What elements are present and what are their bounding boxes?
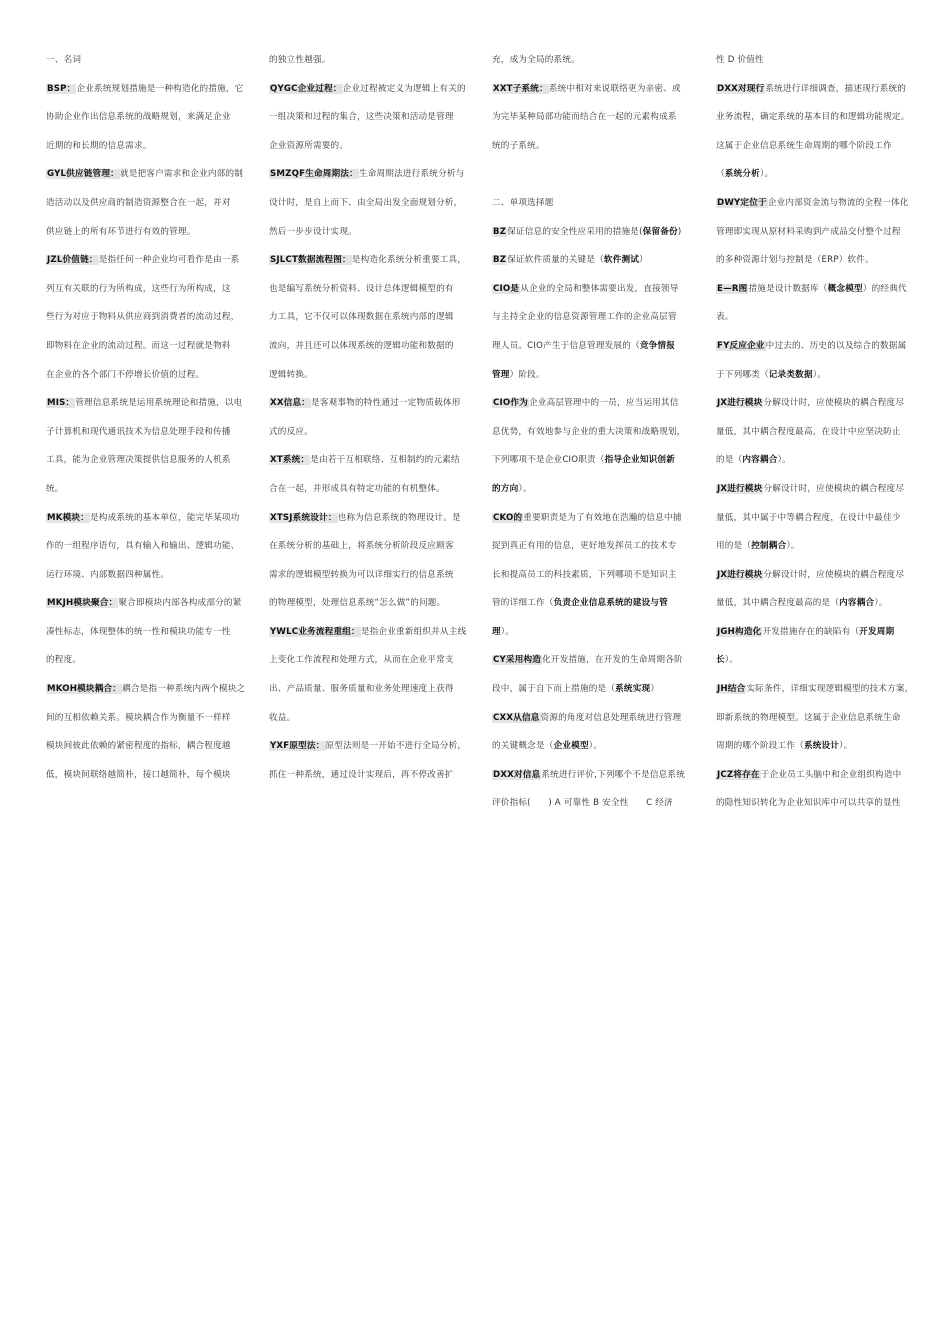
- line-tail: ）。: [588, 741, 603, 752]
- term-label: JX进行模块: [717, 483, 763, 494]
- line-text: 就是把客户需求和企业内部的制: [119, 169, 244, 180]
- line-text: 近期的和长期的信息需求。: [46, 140, 152, 151]
- answer-text: 保留备份: [642, 226, 678, 237]
- term-label: DXX对信息: [493, 769, 541, 780]
- line-text: 是指任何一种企业均可看作是由一系: [98, 255, 240, 266]
- line-text: 一组决策和过程的集合，这些决策和活动是管理: [269, 112, 454, 123]
- line-text: 于企业员工头脑中和企业组织构造中: [760, 769, 902, 780]
- line-text: 列互有关联的行为所构成，这些行为所构成，这: [46, 283, 231, 294]
- text-line: [492, 675, 692, 704]
- term-label: XX信息：: [270, 398, 311, 409]
- line-text: 也是编写系统分析资料、设计总体逻辑模型的有: [269, 283, 454, 294]
- text-line: [269, 218, 469, 247]
- line-text: 逻辑转换。: [269, 369, 313, 380]
- answer-text: 控制耦合: [751, 541, 787, 552]
- line-text: 式的反应。: [269, 426, 313, 437]
- text-line: [492, 275, 692, 304]
- line-text: 统的子系统。: [492, 140, 545, 151]
- text-line: [716, 160, 916, 189]
- line-text: 分解设计时，应使模块的耦合程度尽: [763, 569, 905, 580]
- line-text: 流向，并且还可以体现系统的逻辑功能和数据的: [269, 340, 454, 351]
- line-text: 耦合是指一种系统内两个模块之: [122, 684, 246, 695]
- answer-text: 的方向: [492, 483, 519, 494]
- line-text: 企业资源所需要的。: [269, 140, 349, 151]
- line-text: 的程度。: [46, 655, 82, 666]
- line-text: 也称为信息系统的物理设计。是: [337, 512, 461, 523]
- text-line: [46, 389, 246, 418]
- line-text: 系统进行评价,下列哪个不是信息系统: [541, 769, 686, 780]
- term-label: YWLC业务流程重组：: [270, 626, 360, 637]
- line-tail: ）。: [812, 369, 827, 380]
- text-line: [269, 646, 469, 675]
- line-text: 段中，属于自下而上措施的是（: [492, 684, 616, 695]
- line-text: 分解设计时，应使模块的耦合程度尽: [763, 398, 905, 409]
- line-text: 需求的逻辑模型转换为可以详细实行的信息系统: [269, 569, 454, 580]
- text-column-4: [716, 46, 916, 818]
- line-text: 统。: [46, 483, 64, 494]
- term-label: JX进行模块: [717, 398, 763, 409]
- text-line: [269, 46, 469, 75]
- line-text: 量低，其中耦合程度最高的是（: [716, 598, 840, 609]
- text-line: [492, 218, 692, 247]
- line-text: 即物料在企业的流动过程。而这一过程就是物料: [46, 340, 231, 351]
- text-line: [46, 418, 246, 447]
- term-label: CY采用构造: [493, 655, 542, 666]
- text-line: [46, 675, 246, 704]
- line-text: 的物理模型，处理信息系统“怎么做”的问题。: [269, 598, 446, 609]
- text-line: [716, 789, 916, 818]
- line-tail: ）的经典代: [862, 283, 907, 294]
- term-label: CKO的: [493, 512, 523, 523]
- term-label: JX进行模块: [717, 569, 763, 580]
- text-line: [269, 361, 469, 390]
- text-line: [492, 303, 692, 332]
- line-text: 管的详细工作（: [492, 598, 554, 609]
- answer-text: 内容耦合: [742, 455, 778, 466]
- text-column-2: [269, 46, 469, 789]
- text-line: [492, 504, 692, 533]
- text-line: [716, 303, 916, 332]
- line-text: 是指企业重新组织并从主线: [360, 626, 467, 637]
- text-line: [492, 103, 692, 132]
- answer-text: 指导企业知识创新: [604, 455, 675, 466]
- text-line: [716, 189, 916, 218]
- term-label: QYGC企业过程：: [270, 83, 342, 94]
- text-line: [269, 761, 469, 790]
- line-text: 于下列哪类（: [716, 369, 769, 380]
- text-line: [492, 561, 692, 590]
- line-text: 聚合即模块内部各构成部分的紧: [118, 598, 242, 609]
- text-line: [46, 275, 246, 304]
- text-line: [46, 475, 246, 504]
- line-tail: ）。: [500, 626, 515, 637]
- line-text: 周期的哪个阶段工作（: [716, 741, 804, 752]
- line-text: 这属于企业信息系统生命周期的哪个阶段工作: [716, 140, 892, 151]
- text-line: [492, 589, 692, 618]
- text-line: [492, 761, 692, 790]
- line-text: 在系统分析的基础上，将系统分析阶段反应顾客: [269, 541, 454, 552]
- line-text: 企业内部资金流与物流的全程一体化: [767, 197, 909, 208]
- text-line: [716, 332, 916, 361]
- text-line: [269, 504, 469, 533]
- text-line: [492, 132, 692, 161]
- term-label: JH结合: [717, 684, 746, 695]
- line-text: 重要职责是为了有效地在浩瀚的信息中捕: [523, 512, 682, 523]
- text-line: [716, 761, 916, 790]
- line-text: 量低，其中耦合程度最高，在设计中应坚决防止: [716, 426, 901, 437]
- line-text: 评价指标( ) A 可靠性 B 安全性 C 经济: [492, 798, 673, 809]
- line-text: 业务流程，确定系统的基本目的和逻辑功能规定。: [716, 112, 910, 123]
- answer-text: 企业模型: [553, 741, 589, 752]
- text-line: [716, 475, 916, 504]
- text-line: [46, 46, 246, 75]
- text-line: [269, 446, 469, 475]
- line-text: 与主持全企业的信息资源管理工作的企业高层管: [492, 312, 677, 323]
- term-label: JGH构造化: [717, 626, 762, 637]
- line-text: 管理信息系统是运用系统理论和措施，以电: [75, 398, 243, 409]
- line-text: 出、产品质量、服务质量和业务处理速度上获得: [269, 684, 454, 695]
- text-line: [46, 446, 246, 475]
- text-column-1: [46, 46, 246, 789]
- text-line: [716, 418, 916, 447]
- text-line: [269, 618, 469, 647]
- text-line: [716, 675, 916, 704]
- text-line: [46, 332, 246, 361]
- line-text: （: [716, 169, 725, 180]
- line-text: 低，模块间联络越简朴，接口越简朴，每个模块: [46, 769, 231, 780]
- term-label: MKOH模块耦合：: [47, 684, 122, 695]
- line-tail: ): [677, 226, 682, 237]
- line-text: 是构成系统的基本单位，能完毕某项功: [90, 512, 240, 523]
- line-text: 下列哪项不是企业CIO职责（: [492, 455, 605, 466]
- answer-text: 系统实现: [615, 684, 651, 695]
- line-text: 抓住一种系统，通过设计实现后，再不停改善扩: [269, 769, 454, 780]
- term-label: FY反应企业: [717, 340, 765, 351]
- answer-text: 竞争情报: [639, 340, 675, 351]
- term-label: CIO是: [493, 283, 520, 294]
- text-line: [46, 132, 246, 161]
- line-tail: ）: [650, 684, 660, 695]
- text-line: [716, 446, 916, 475]
- text-line: [269, 561, 469, 590]
- term-label: XT系统：: [270, 455, 310, 466]
- line-text: 管理即实现从原材料采购到产成品交付整个过程: [716, 226, 901, 237]
- text-line: [269, 675, 469, 704]
- line-text: 模块间彼此依赖的紧密程度的指标，耦合程度越: [46, 741, 231, 752]
- line-text: 充，成为全局的系统。: [492, 55, 580, 65]
- term-label: MKJH模块聚合：: [47, 598, 118, 609]
- line-tail: ）。: [786, 541, 800, 552]
- line-tail: ）。: [777, 455, 791, 466]
- line-text: 用的是（: [716, 541, 752, 552]
- term-label: JZL价值链：: [47, 255, 98, 266]
- line-text: 然后一步步设计实现。: [269, 226, 357, 237]
- line-text: 即新系统的物理模型。这属于企业信息系统生命: [716, 712, 901, 723]
- line-text: 供应链上的所有环节进行有效的管理。: [46, 226, 196, 237]
- line-text: 化开发措施，在开发的生命周期各阶: [542, 655, 683, 666]
- text-line: [269, 303, 469, 332]
- term-label: CIO作为: [493, 398, 528, 409]
- line-text: 作的一组程序语句，具有输入和输出、逻辑功能、: [46, 541, 240, 552]
- text-line: [492, 361, 692, 390]
- text-line: [716, 389, 916, 418]
- line-tail: ）。: [839, 741, 853, 752]
- text-line: [716, 646, 916, 675]
- line-text: 生命周期法进行系统分析与: [358, 169, 465, 180]
- answer-text: 开发周期: [859, 626, 895, 637]
- term-label: SJLCT数据流程图：: [270, 255, 351, 266]
- text-line: [46, 303, 246, 332]
- line-tail: ）: [639, 255, 648, 266]
- text-line: [492, 532, 692, 561]
- text-line: [269, 75, 469, 104]
- text-line: [269, 589, 469, 618]
- line-text: 是客观事物的特性通过一定物质载体形: [311, 398, 461, 409]
- line-tail: ）阶段。: [509, 369, 545, 380]
- line-text: 工具，能为企业管理决策提供信息服务的人机系: [46, 455, 231, 466]
- text-line: [269, 103, 469, 132]
- line-text: 长和提高员工的科技素质，下列哪项不是知识主: [492, 569, 677, 580]
- term-label: MIS：: [47, 398, 75, 409]
- line-tail: ）。: [518, 483, 532, 494]
- line-tail: ）。: [724, 655, 739, 666]
- line-text: 一、名词: [46, 55, 82, 65]
- text-line: [46, 561, 246, 590]
- text-line: [269, 704, 469, 733]
- text-line: [716, 732, 916, 761]
- line-text: 上变化工作流程和处理方式，从而在企业平常支: [269, 655, 454, 666]
- line-text: 措施是设计数据库（: [748, 283, 828, 294]
- line-text: 造活动以及供应商的制造资源整合在一起，并对: [46, 197, 231, 208]
- text-line: [716, 275, 916, 304]
- text-line: [46, 761, 246, 790]
- term-label: CXX从信息: [493, 712, 540, 723]
- text-line: [492, 446, 692, 475]
- answer-text: 记录类数据: [768, 369, 813, 380]
- line-text: 实际条件，详细实现逻辑模型的技术方案，: [746, 684, 914, 695]
- text-line: [46, 103, 246, 132]
- answer-text: 理: [492, 626, 501, 637]
- text-line: [492, 246, 692, 275]
- line-text: 从企业的全局和整体需要出发，直接领导: [520, 283, 679, 294]
- line-text: 收益。: [269, 712, 296, 723]
- text-line: [492, 389, 692, 418]
- text-line: [269, 418, 469, 447]
- text-line: [269, 475, 469, 504]
- text-line: [716, 361, 916, 390]
- line-text: 的隐性知识转化为企业知识库中可以共享的显性: [716, 798, 901, 809]
- text-line: [716, 46, 916, 75]
- text-column-3: [492, 46, 692, 818]
- answer-text: 系统分析: [724, 169, 760, 180]
- term-label: BZ: [493, 255, 507, 266]
- line-text: 的多种资源计划与控制是（ERP）软件。: [716, 255, 874, 266]
- line-text: 是构造化系统分析重要工具，: [351, 255, 467, 266]
- line-text: 在企业的各个部门不停增长价值的过程。: [46, 369, 205, 380]
- text-line: [492, 704, 692, 733]
- term-label: XTSJ系统设计：: [270, 512, 337, 523]
- text-line: [716, 218, 916, 247]
- text-line: [269, 532, 469, 561]
- text-line: [492, 618, 692, 647]
- line-text: 资源的角度对信息处理系统进行管理: [540, 712, 682, 723]
- line-tail: ）。: [759, 169, 774, 180]
- term-label: GYL供应链管理：: [47, 169, 119, 180]
- line-text: 为完毕某种局部功能而结合在一起的元素构成系: [492, 112, 677, 123]
- text-line: [716, 618, 916, 647]
- text-line: [716, 561, 916, 590]
- answer-text: 长: [716, 655, 725, 666]
- line-text: 保证信息的安全性应采用的措施是(: [507, 226, 643, 237]
- line-text: 企业高层管理中的一员，应当运用其信: [529, 398, 679, 409]
- line-text: 企业系统规划措施是一种构造化的措施，它: [76, 83, 244, 94]
- text-line: [716, 103, 916, 132]
- term-label: MK模块：: [47, 512, 89, 523]
- text-line: [46, 218, 246, 247]
- text-line: [269, 189, 469, 218]
- text-line: [716, 589, 916, 618]
- line-text: 分解设计时，应使模块的耦合程度尽: [763, 483, 905, 494]
- text-line: [492, 789, 692, 818]
- text-line: [716, 532, 916, 561]
- answer-text: 内容耦合: [839, 598, 875, 609]
- text-line: [492, 418, 692, 447]
- text-line: [269, 246, 469, 275]
- line-text: 二、单项选择题: [492, 197, 554, 208]
- text-line: [492, 475, 692, 504]
- line-text: 理人员。CIO产生于信息管理发展的（: [492, 340, 640, 351]
- term-label: BZ: [493, 226, 507, 237]
- text-line: [46, 160, 246, 189]
- line-text: 是由若干互相联络、互相制约的元素结: [310, 455, 460, 466]
- line-text: 力工具，它不仅可以体现数据在系统内部的逻辑: [269, 312, 454, 323]
- term-label: YXF原型法：: [270, 741, 325, 752]
- line-text: 捉到真正有用的信息，更好地发挥员工的技术专: [492, 541, 677, 552]
- line-text: 凑性标志，体现整体的统一性和模块功能专一性: [46, 626, 231, 637]
- term-label: XXT子系统：: [493, 83, 548, 94]
- text-line: [46, 589, 246, 618]
- text-line: [46, 732, 246, 761]
- line-text: 间的互相依赖关系。模块耦合作为衡量不一样样: [46, 712, 231, 723]
- text-line: [46, 646, 246, 675]
- text-line: [492, 46, 692, 75]
- line-text: 子计算机和现代通讯技术为信息处理手段和传播: [46, 426, 231, 437]
- answer-text: 负责企业信息系统的建设与管: [553, 598, 668, 609]
- text-line: [46, 75, 246, 104]
- line-text: 些行为对应于物料从供应商到消费者的流动过程，: [46, 312, 240, 323]
- line-text: 设计时，是自上而下、由全局出发全面规划分析，: [269, 197, 463, 208]
- term-label: DXX对现行: [717, 83, 765, 94]
- term-label: BSP：: [47, 83, 76, 94]
- text-line: [492, 732, 692, 761]
- text-line: [46, 189, 246, 218]
- text-line: [269, 132, 469, 161]
- line-text: 协助企业作出信息系统的战略规划，来满足企业: [46, 112, 231, 123]
- text-line: [492, 160, 692, 189]
- text-line: [716, 246, 916, 275]
- text-line: [269, 732, 469, 761]
- text-line: [269, 332, 469, 361]
- line-text: 中过去的、历史的以及综合的数据属: [765, 340, 907, 351]
- text-line: [492, 646, 692, 675]
- term-label: SMZQF生命周期法：: [270, 169, 358, 180]
- line-text: 息优势，有效地参与企业的重大决策和战略规划，: [492, 426, 686, 437]
- line-text: 保证软件质量的关键是（: [507, 255, 604, 266]
- text-line: [492, 189, 692, 218]
- line-text: 性 D 价值性: [716, 55, 764, 65]
- text-line: [46, 361, 246, 390]
- text-line: [46, 704, 246, 733]
- line-text: 量低，其中属于中等耦合程度，在设计中最佳少: [716, 512, 901, 523]
- text-line: [716, 75, 916, 104]
- line-text: 合在一起，并形成具有特定功能的有机整体。: [269, 483, 445, 494]
- line-text: 原型法则是一开始不进行全局分析，: [325, 741, 467, 752]
- line-text: 系统进行详细调查，描述现行系统的: [765, 83, 907, 94]
- answer-text: 管理: [492, 369, 510, 380]
- text-line: [716, 132, 916, 161]
- answer-text: 软件测试: [603, 255, 640, 266]
- term-label: E—R图: [717, 283, 748, 294]
- answer-text: 系统设计: [803, 741, 840, 752]
- line-text: 运行环境、内部数据四种属性。: [46, 569, 170, 580]
- line-text: 的独立性越强。: [269, 55, 331, 65]
- line-text: 开发措施存在的缺陷有（: [762, 626, 860, 637]
- term-label: DWY定位于: [717, 197, 767, 208]
- line-text: 的是（: [716, 455, 743, 466]
- text-line: [269, 389, 469, 418]
- line-tail: ）。: [874, 598, 888, 609]
- text-line: [492, 332, 692, 361]
- text-line: [716, 704, 916, 733]
- text-line: [269, 160, 469, 189]
- text-line: [46, 618, 246, 647]
- line-text: 表。: [716, 312, 734, 323]
- text-line: [492, 75, 692, 104]
- text-line: [269, 275, 469, 304]
- line-text: 系统中相对来说联络更为亲密、或: [548, 83, 681, 94]
- text-line: [46, 532, 246, 561]
- answer-text: 概念模型: [827, 283, 863, 294]
- term-label: JCZ将存在: [717, 769, 760, 780]
- text-line: [46, 246, 246, 275]
- line-text: 的关键概念是（: [492, 741, 554, 752]
- line-text: 企业过程被定义为逻辑上有关的: [342, 83, 466, 94]
- text-line: [46, 504, 246, 533]
- text-line: [716, 504, 916, 533]
